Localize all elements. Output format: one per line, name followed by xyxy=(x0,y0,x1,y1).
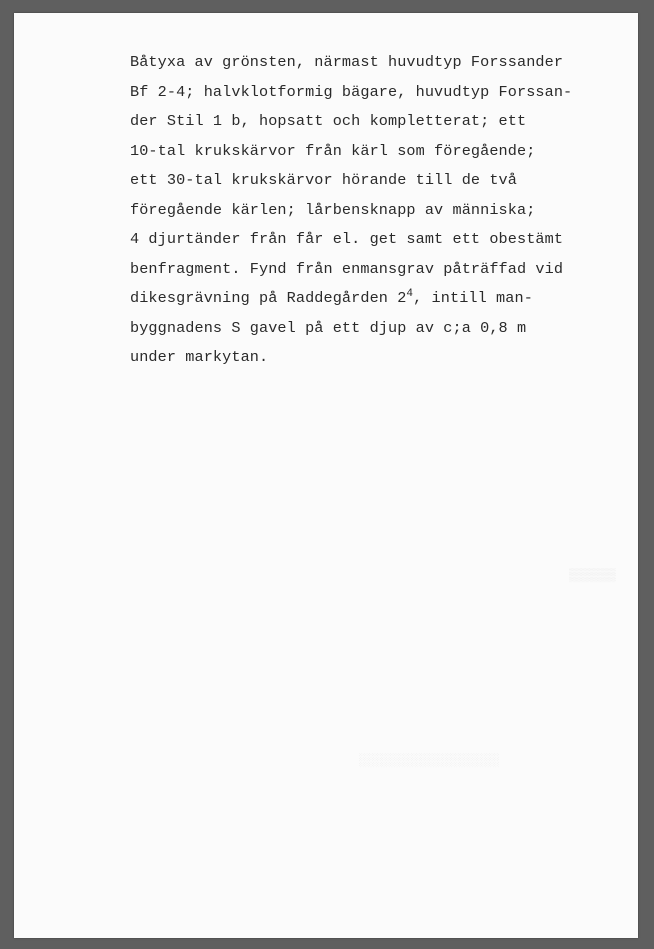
bleed-through-mark: ▒▒▒▒▒▒ xyxy=(569,568,616,583)
text-line: Bf 2-4; halvklotformig bägare, huvudtyp Forssan- xyxy=(130,82,573,101)
typed-description xyxy=(130,48,630,373)
text-line: benfragment. Fynd från enmansgrav påträffad vid xyxy=(130,259,564,278)
text-line: föregående kärlen; lårbensknapp av människa; xyxy=(130,200,536,219)
text-line xyxy=(130,284,630,314)
text-line: Båtyxa av grönsten, närmast huvudtyp Forssander xyxy=(130,53,564,71)
text-line: ett 30-tal krukskärvor hörande till de två xyxy=(130,171,517,189)
text-line: 10-tal krukskärvor från kärl som föregående; xyxy=(130,141,536,160)
superscript: 4 xyxy=(406,288,414,300)
text-line: 4 djurtänder från får el. get samt ett obestämt xyxy=(130,230,564,248)
text-fragment: dikesgrävning på Raddegården 2 xyxy=(130,289,407,307)
text-line: der Stil 1 b, hopsatt och kompletterat; ett xyxy=(130,112,527,130)
text-line: byggnadens S gavel på ett djup av c;a 0,8 m xyxy=(130,318,527,337)
text-fragment: , intill man- xyxy=(413,289,533,307)
text-line: under markytan. xyxy=(130,348,269,366)
bleed-through-mark: ░░░░░░░░░░░░░░░░░░ xyxy=(359,753,500,768)
